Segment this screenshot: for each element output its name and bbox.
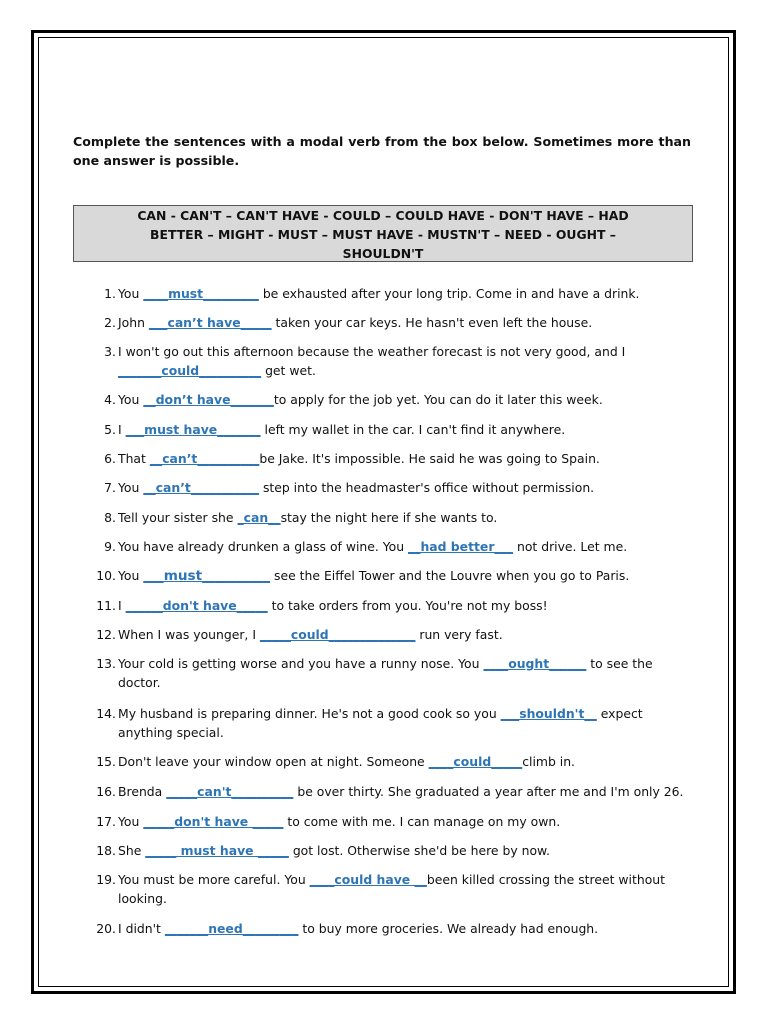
question-pre: Brenda	[118, 784, 167, 799]
question-pre: Your cold is getting worse and you have a runny nose. You	[118, 656, 484, 671]
question-post: to buy more groceries. We already had enough.	[298, 921, 599, 936]
answer-fill: ___shouldn't__	[500, 706, 597, 721]
question-text	[118, 313, 592, 332]
question-post: run very fast.	[415, 627, 503, 642]
question-number: 8.	[104, 510, 116, 525]
question-pre: My husband is preparing dinner. He's not a good cook so you	[118, 706, 501, 721]
question-post: stay the night here if she wants to.	[280, 510, 498, 525]
question-number: 11.	[96, 598, 116, 613]
question-text	[118, 284, 639, 303]
question-text	[118, 566, 629, 586]
answer-fill: ____could_____	[428, 754, 523, 769]
question-post: to see the	[586, 656, 653, 671]
modal-box-line-1: CAN - CAN'T – CAN'T HAVE - COULD – COULD HAVE - DON'T HAVE – HAD	[137, 208, 629, 223]
question-text	[118, 654, 653, 673]
question-text	[118, 420, 565, 439]
answer-fill: _____don't have _____	[143, 814, 284, 829]
question-continuation	[118, 723, 224, 742]
question-pre: You have already drunken a glass of wine. You	[118, 539, 409, 554]
question-number: 20.	[96, 921, 116, 936]
answer-fill: _______need_________	[164, 921, 299, 936]
question-pre: When I was younger, I	[118, 627, 260, 642]
question-post: be Jake. It's impossible. He said he was going to Spain.	[259, 451, 600, 466]
question-text	[118, 841, 550, 860]
answer-fill: ___must__________	[143, 568, 271, 584]
question-pre: You	[118, 286, 144, 301]
question-text	[118, 870, 665, 889]
question-text	[118, 390, 603, 409]
answer-fill: __don’t have_______	[143, 392, 274, 407]
question-number: 19.	[96, 872, 116, 887]
question-text	[118, 537, 627, 556]
question-post: expect	[596, 706, 643, 721]
answer-fill: ___must have_______	[125, 422, 261, 437]
answer-fill: __had better___	[408, 539, 514, 554]
answer-fill: _______could__________	[118, 363, 262, 378]
question-pre: That	[118, 451, 150, 466]
question-number: 2.	[104, 315, 116, 330]
question-pre: You	[118, 392, 144, 407]
question-pre: I didn't	[118, 921, 165, 936]
instructions: Complete the sentences with a modal verb from the box below. Sometimes more than one answer is possible.	[73, 134, 691, 168]
question-pre: looking.	[118, 891, 167, 906]
question-text	[118, 478, 594, 497]
answer-fill: ___can’t have_____	[148, 315, 272, 330]
question-number: 4.	[104, 392, 116, 407]
question-text	[118, 596, 548, 615]
question-number: 7.	[104, 480, 116, 495]
question-number: 6.	[104, 451, 116, 466]
question-pre: You	[118, 480, 144, 495]
question-pre: John	[118, 315, 149, 330]
question-number: 3.	[104, 344, 116, 359]
question-number: 5.	[104, 422, 116, 437]
question-pre: Tell your sister she	[118, 510, 238, 525]
modal-box-line-2: BETTER – MIGHT - MUST – MUST HAVE - MUSTN'T – NEED - OUGHT –	[150, 227, 616, 242]
question-number: 13.	[96, 656, 116, 671]
question-pre: You must be more careful. You	[118, 872, 310, 887]
question-post: get wet.	[261, 363, 316, 378]
question-pre: You	[118, 568, 144, 583]
question-number: 12.	[96, 627, 116, 642]
question-pre: doctor.	[118, 675, 161, 690]
question-number: 1.	[104, 286, 116, 301]
question-post: be over thirty. She graduated a year after me and I'm only 26.	[293, 784, 684, 799]
question-pre: I	[118, 422, 126, 437]
question-pre: I won't go out this afternoon because the weather forecast is not very good, and I	[118, 344, 626, 359]
answer-fill: __can’t__________	[149, 451, 260, 466]
question-text	[118, 782, 683, 801]
question-number: 10.	[96, 568, 116, 583]
question-text	[118, 508, 497, 527]
question-continuation	[118, 889, 167, 908]
question-post: taken your car keys. He hasn't even left the house.	[271, 315, 593, 330]
question-text	[118, 919, 598, 938]
question-post: to take orders from you. You're not my boss!	[267, 598, 548, 613]
question-post: got lost. Otherwise she'd be here by now.	[288, 843, 550, 858]
question-post: be exhausted after your long trip. Come in and have a drink.	[258, 286, 640, 301]
question-pre: anything special.	[118, 725, 224, 740]
answer-fill: _can__	[237, 510, 281, 525]
question-post: to come with me. I can manage on my own.	[283, 814, 561, 829]
question-number: 17.	[96, 814, 116, 829]
question-post: not drive. Let me.	[513, 539, 628, 554]
modal-box-line-3: SHOULDN'T	[342, 246, 424, 261]
question-text	[118, 704, 643, 723]
answer-fill: ______don't have_____	[125, 598, 268, 613]
answer-fill: ____must_________	[143, 286, 259, 301]
question-number: 9.	[104, 539, 116, 554]
question-continuation	[118, 673, 161, 692]
question-post: been killed crossing the street without	[426, 872, 665, 887]
question-post: climb in.	[522, 754, 575, 769]
answer-fill: ____could have __	[309, 872, 427, 887]
question-number: 16.	[96, 784, 116, 799]
question-post: step into the headmaster's office without permission.	[259, 480, 595, 495]
answer-fill: _____ must have _____	[145, 843, 289, 858]
question-post: left my wallet in the car. I can't find it anywhere.	[260, 422, 566, 437]
question-text	[118, 449, 600, 468]
answer-fill: __can’t___________	[143, 480, 259, 495]
modal-verb-box	[73, 205, 693, 262]
answer-fill: _____can't__________	[166, 784, 294, 799]
question-pre: She	[118, 843, 146, 858]
question-pre: I	[118, 598, 126, 613]
answer-fill: _____could______________	[259, 627, 416, 642]
question-number: 18.	[96, 843, 116, 858]
question-text	[118, 625, 503, 644]
question-pre: You	[118, 814, 144, 829]
question-text	[118, 752, 575, 771]
question-text	[118, 812, 560, 831]
question-text	[118, 342, 625, 361]
question-continuation	[118, 361, 316, 380]
question-number: 15.	[96, 754, 116, 769]
question-post: see the Eiffel Tower and the Louvre when you go to Paris.	[270, 568, 630, 583]
question-number: 14.	[96, 706, 116, 721]
answer-fill: ____ought______	[483, 656, 587, 671]
question-post: to apply for the job yet. You can do it later this week.	[273, 392, 603, 407]
question-pre: Don't leave your window open at night. Someone	[118, 754, 429, 769]
